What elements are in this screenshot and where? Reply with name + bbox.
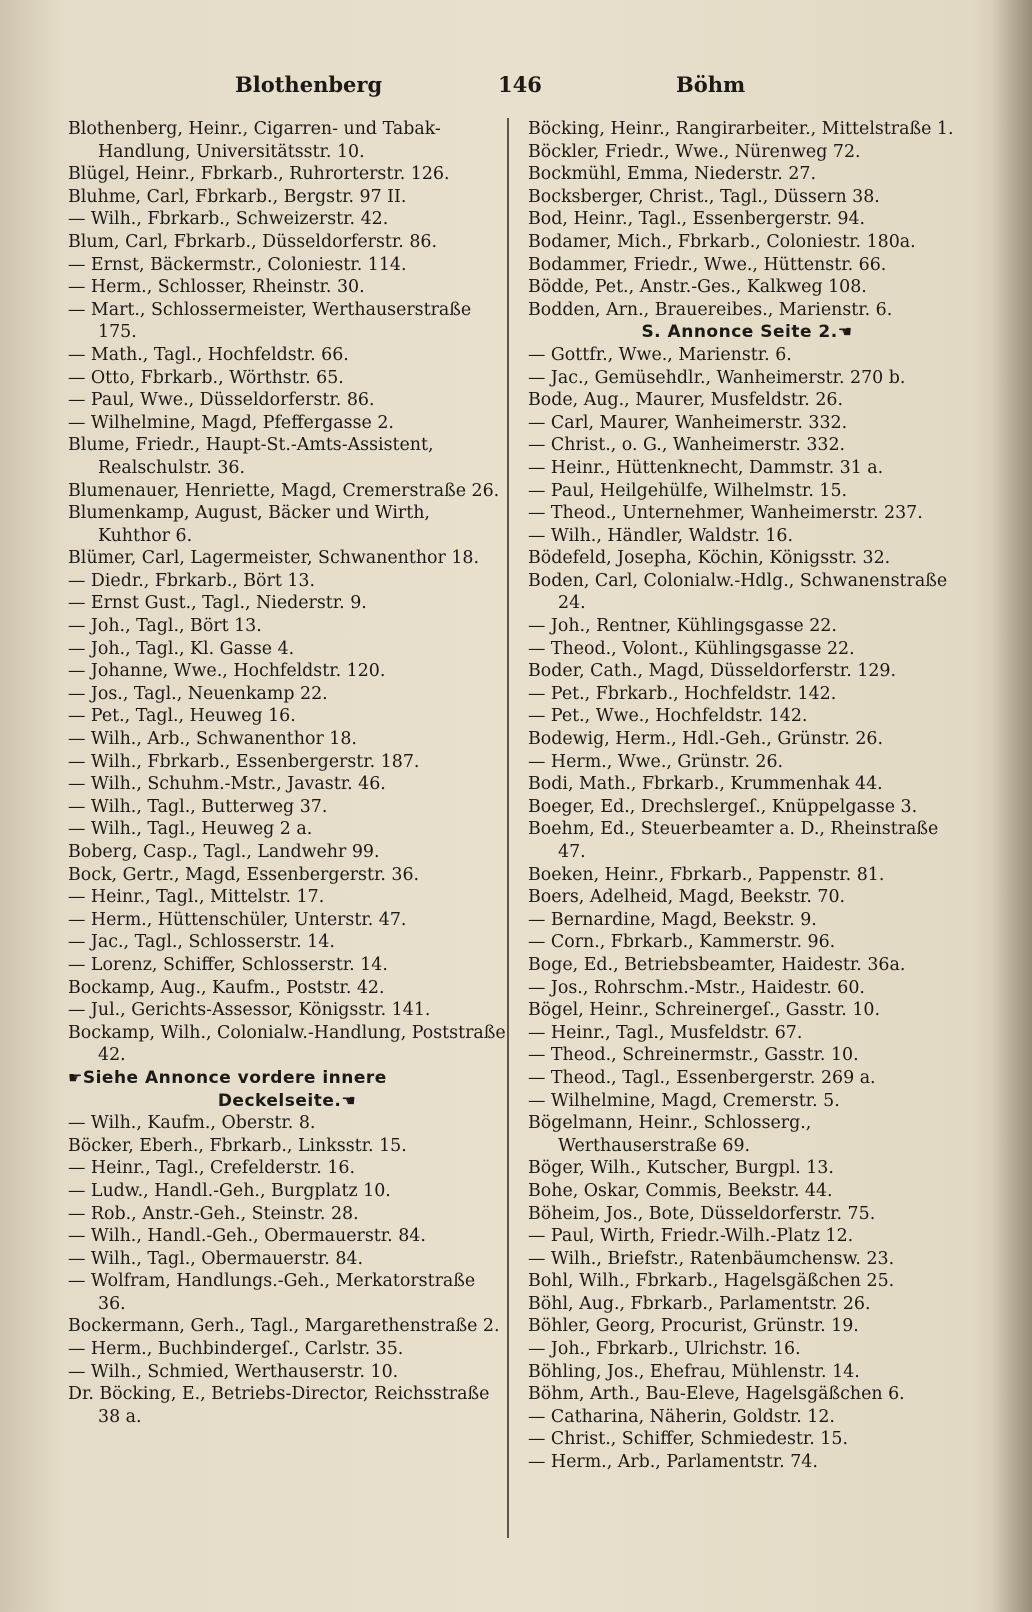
directory-entry: Böckler, Friedr., Wwe., Nürenweg 72. (528, 141, 861, 162)
directory-entry: Bodi, Math., Fbrkarb., Krummenhak 44. (528, 774, 883, 795)
directory-entry: — Ernst Gust., Tagl., Niederstr. 9. (68, 593, 367, 614)
directory-entry: Bockamp, Wilh., Colonialw.-Handlung, Poststraße 42. (68, 1022, 506, 1066)
directory-entry: — Rob., Anstr.-Geh., Steinstr. 28. (68, 1203, 359, 1224)
directory-entry: Bockamp, Aug., Kaufm., Poststr. 42. (68, 977, 385, 998)
directory-entry: Boeger, Ed., Drechslergeſ., Knüppelgasse 3. (528, 796, 918, 817)
directory-entry: — Herm., Wwe., Grünstr. 26. (528, 751, 784, 772)
directory-entry: — Wilh., Fbrkarb., Schweizerstr. 42. (68, 209, 389, 230)
directory-entry: Boge, Ed., Betriebsbeamter, Haidestr. 36a. (528, 954, 906, 975)
directory-entry: — Christ., Schiffer, Schmiedestr. 15. (528, 1429, 848, 1450)
directory-entry: — Joh., Fbrkarb., Ulrichstr. 16. (528, 1339, 801, 1360)
directory-entry: — Wilh., Schuhm.-Mstr., Javastr. 46. (68, 774, 386, 795)
directory-entry: Boeken, Heinr., Fbrkarb., Pappenstr. 81. (528, 864, 885, 885)
directory-entry: Bodden, Arn., Brauereibes., Marienstr. 6. (528, 299, 893, 320)
directory-entry: Bocksberger, Christ., Tagl., Düssern 38. (528, 186, 880, 207)
page-edge-shadow (992, 0, 1032, 1612)
directory-entry: — Wilhelmine, Magd, Pfeffergasse 2. (68, 412, 394, 433)
annonce-notice (68, 1067, 506, 1090)
directory-entry: — Pet., Fbrkarb., Hochfeldstr. 142. (528, 683, 837, 704)
directory-entry: — Wilh., Arb., Schwanenthor 18. (68, 729, 357, 750)
directory-entry: — Jac., Tagl., Schlosserstr. 14. (68, 932, 335, 953)
directory-entry: — Paul, Wirth, Friedr.-Wilh.-Platz 12. (528, 1226, 854, 1247)
directory-entry: — Mart., Schlossermeister, Werthauserstraße 175. (68, 299, 472, 343)
directory-entry: — Pet., Tagl., Heuweg 16. (68, 706, 296, 727)
directory-entry: Bohe, Oskar, Commis, Beekstr. 44. (528, 1180, 833, 1201)
directory-entry: Dr. Böcking, E., Betriebs-Director, Reichsstraße 38 a. (68, 1384, 490, 1427)
directory-entry: — Heinr., Hüttenknecht, Dammstr. 31 a. (528, 457, 884, 478)
directory-entry: Blümer, Carl, Lagermeister, Schwanenthor 18. (68, 548, 480, 569)
directory-entry: Bluhme, Carl, Fbrkarb., Bergstr. 97 II. (68, 186, 407, 207)
directory-entry: Bödde, Pet., Anstr.-Ges., Kalkweg 108. (528, 277, 867, 298)
directory-entry: Bögelmann, Heinr., Schlosserg., Werthauserstraße 69. (528, 1113, 812, 1156)
pointing-hand-icon: ☛ (68, 1067, 83, 1087)
directory-entry: — Bernardine, Magd, Beekstr. 9. (528, 909, 817, 930)
directory-entry: — Theod., Unternehmer, Wanheimerstr. 237. (528, 503, 923, 524)
page-number: 146 (498, 72, 542, 97)
page-header (70, 72, 960, 102)
directory-entry: — Wilh., Tagl., Heuweg 2 a. (68, 819, 313, 840)
directory-entry: Blume, Friedr., Haupt-St.-Amts-Assistent, Realschulstr. 36. (68, 435, 434, 478)
directory-entry: — Pet., Wwe., Hochfeldstr. 142. (528, 706, 808, 727)
directory-entry: — Wolfram, Handlungs.-Geh., Merkatorstraße 36. (68, 1271, 476, 1314)
directory-entry: Blügel, Heinr., Fbrkarb., Ruhrorterstr. 126. (68, 164, 450, 185)
pointing-hand-icon: ☚ (837, 322, 853, 342)
directory-entry: Bödefeld, Josepha, Köchin, Königsstr. 32. (528, 548, 891, 569)
directory-entry: — Joh., Tagl., Bört 13. (68, 616, 262, 637)
directory-entry: Bodamer, Mich., Fbrkarb., Coloniestr. 180a. (528, 231, 916, 252)
directory-entry: — Heinr., Tagl., Mittelstr. 17. (68, 887, 325, 908)
directory-entry: — Catharina, Näherin, Goldstr. 12. (528, 1406, 835, 1427)
directory-entry: — Wilh., Handl.-Geh., Obermauerstr. 84. (68, 1226, 426, 1247)
directory-entry: — Lorenz, Schiffer, Schlosserstr. 14. (68, 954, 388, 975)
directory-entry: Boder, Cath., Magd, Düsseldorferstr. 129. (528, 661, 896, 682)
directory-entry: Böhling, Jos., Ehefrau, Mühlenstr. 14. (528, 1361, 860, 1382)
directory-entry: — Theod., Volont., Kühlingsgasse 22. (528, 638, 855, 659)
directory-entry: — Ludw., Handl.-Geh., Burgplatz 10. (68, 1180, 391, 1201)
directory-entry: — Wilh., Briefstr., Ratenbäumchensw. 23. (528, 1248, 895, 1269)
directory-entry: Böheim, Jos., Bote, Düsseldorferstr. 75. (528, 1203, 876, 1224)
directory-entry: Böhm, Arth., Bau-Eleve, Hagelsgäßchen 6. (528, 1384, 905, 1405)
directory-entry: Böger, Wilh., Kutscher, Burgpl. 13. (528, 1158, 834, 1179)
directory-entry: — Jac., Gemüsehdlr., Wanheimerstr. 270 b. (528, 367, 906, 388)
left-column (68, 118, 506, 1428)
directory-entry: Bod, Heinr., Tagl., Essenbergerstr. 94. (528, 209, 866, 230)
header-left-keyword: Blothenberg (235, 72, 383, 97)
directory-entry: — Joh., Rentner, Kühlingsgasse 22. (528, 616, 837, 637)
directory-entry: — Corn., Fbrkarb., Kammerstr. 96. (528, 932, 836, 953)
directory-entry: — Heinr., Tagl., Musfeldstr. 67. (528, 1022, 803, 1043)
directory-entry: — Herm., Schlosser, Rheinstr. 30. (68, 277, 365, 298)
directory-entry: Boers, Adelheid, Magd, Beekstr. 70. (528, 887, 846, 908)
directory-entry: Böcking, Heinr., Rangirarbeiter., Mittelstraße 1. (528, 119, 954, 139)
directory-entry: Bode, Aug., Maurer, Musfeldstr. 26. (528, 390, 844, 411)
directory-entry: — Christ., o. G., Wanheimerstr. 332. (528, 435, 846, 456)
directory-entry: Bohl, Wilh., Fbrkarb., Hagelsgäßchen 25. (528, 1271, 895, 1292)
header-right-keyword: Böhm (676, 72, 746, 97)
annonce-text: Deckelseite. (217, 1090, 342, 1111)
column-divider (507, 118, 509, 1538)
directory-entry: — Wilh., Kaufm., Oberstr. 8. (68, 1113, 316, 1134)
annonce-notice (68, 1090, 506, 1113)
directory-entry: — Johanne, Wwe., Hochfeldstr. 120. (68, 661, 386, 682)
right-column (528, 118, 966, 1474)
directory-entry: — Wilh., Händler, Waldstr. 16. (528, 525, 794, 546)
directory-entry: — Theod., Schreinermstr., Gasstr. 10. (528, 1045, 859, 1066)
directory-entry: — Herm., Buchbindergeſ., Carlstr. 35. (68, 1339, 404, 1360)
directory-entry: Blothenberg, Heinr., Cigarren- und Tabak-Handlung, Universitätsstr. 10. (68, 119, 441, 162)
directory-entry: — Heinr., Tagl., Crefelderstr. 16. (68, 1158, 355, 1179)
directory-entry: — Jos., Rohrschm.-Mstr., Haidestr. 60. (528, 977, 865, 998)
directory-entry: — Math., Tagl., Hochfeldstr. 66. (68, 344, 349, 365)
directory-entry: — Ernst, Bäckermstr., Coloniestr. 114. (68, 254, 407, 275)
directory-entry: — Gottfr., Wwe., Marienstr. 6. (528, 344, 792, 365)
directory-entry: Böhler, Georg, Procurist, Grünstr. 19. (528, 1316, 859, 1337)
directory-entry: — Carl, Maurer, Wanheimerstr. 332. (528, 412, 848, 433)
directory-entry: — Jos., Tagl., Neuenkamp 22. (68, 683, 328, 704)
directory-entry: Blumenkamp, August, Bäcker und Wirth, Kuhthor 6. (68, 503, 430, 546)
directory-entry: Bodammer, Friedr., Wwe., Hüttenstr. 66. (528, 254, 887, 275)
directory-entry: — Herm., Arb., Parlamentstr. 74. (528, 1452, 818, 1473)
directory-entry: Bögel, Heinr., Schreinergeſ., Gasstr. 10. (528, 1000, 880, 1021)
directory-entry: Boden, Carl, Colonialw.-Hdlg., Schwanenstraße 24. (528, 570, 948, 614)
annonce-text: Siehe Annonce vordere innere (82, 1067, 387, 1088)
directory-entry: — Theod., Tagl., Essenbergerstr. 269 a. (528, 1067, 876, 1088)
directory-entry: Bodewig, Herm., Hdl.-Geh., Grünstr. 26. (528, 729, 884, 750)
directory-entry: — Paul, Wwe., Düsseldorferstr. 86. (68, 390, 375, 411)
directory-entry: — Otto, Fbrkarb., Wörthstr. 65. (68, 367, 344, 388)
annonce-notice (528, 321, 966, 344)
directory-entry: Böcker, Eberh., Fbrkarb., Linksstr. 15. (68, 1135, 407, 1156)
directory-entry: Blumenauer, Henriette, Magd, Cremerstraße 26. (68, 480, 500, 501)
directory-entry: — Diedr., Fbrkarb., Bört 13. (68, 570, 316, 591)
directory-entry: Blum, Carl, Fbrkarb., Düsseldorferstr. 86. (68, 231, 437, 252)
annonce-text: S. Annonce Seite 2. (641, 322, 838, 343)
directory-entry: — Wilh., Tagl., Obermauerstr. 84. (68, 1248, 363, 1269)
directory-entry: — Wilh., Fbrkarb., Essenbergerstr. 187. (68, 751, 420, 772)
directory-entry: — Joh., Tagl., Kl. Gasse 4. (68, 638, 295, 659)
directory-entry: Böhl, Aug., Fbrkarb., Parlamentstr. 26. (528, 1293, 871, 1314)
directory-entry: — Herm., Hüttenschüler, Unterstr. 47. (68, 909, 407, 930)
directory-entry: — Paul, Heilgehülfe, Wilhelmstr. 15. (528, 480, 848, 501)
directory-entry: — Wilh., Tagl., Butterweg 37. (68, 796, 328, 817)
directory-entry: — Jul., Gerichts-Assessor, Königsstr. 141. (68, 1000, 431, 1021)
pointing-hand-icon: ☚ (341, 1090, 357, 1110)
directory-entry: Bockmühl, Emma, Niederstr. 27. (528, 164, 816, 185)
directory-entry: Bock, Gertr., Magd, Essenbergerstr. 36. (68, 864, 420, 885)
directory-entry: Bockermann, Gerh., Tagl., Margarethenstraße 2. (68, 1316, 500, 1337)
directory-entry: Boberg, Casp., Tagl., Landwehr 99. (68, 842, 380, 862)
directory-entry: Boehm, Ed., Steuerbeamter a. D., Rheinstraße 47. (528, 819, 939, 862)
directory-entry: — Wilhelmine, Magd, Cremerstr. 5. (528, 1090, 840, 1111)
directory-entry: — Wilh., Schmied, Werthauserstr. 10. (68, 1361, 399, 1382)
